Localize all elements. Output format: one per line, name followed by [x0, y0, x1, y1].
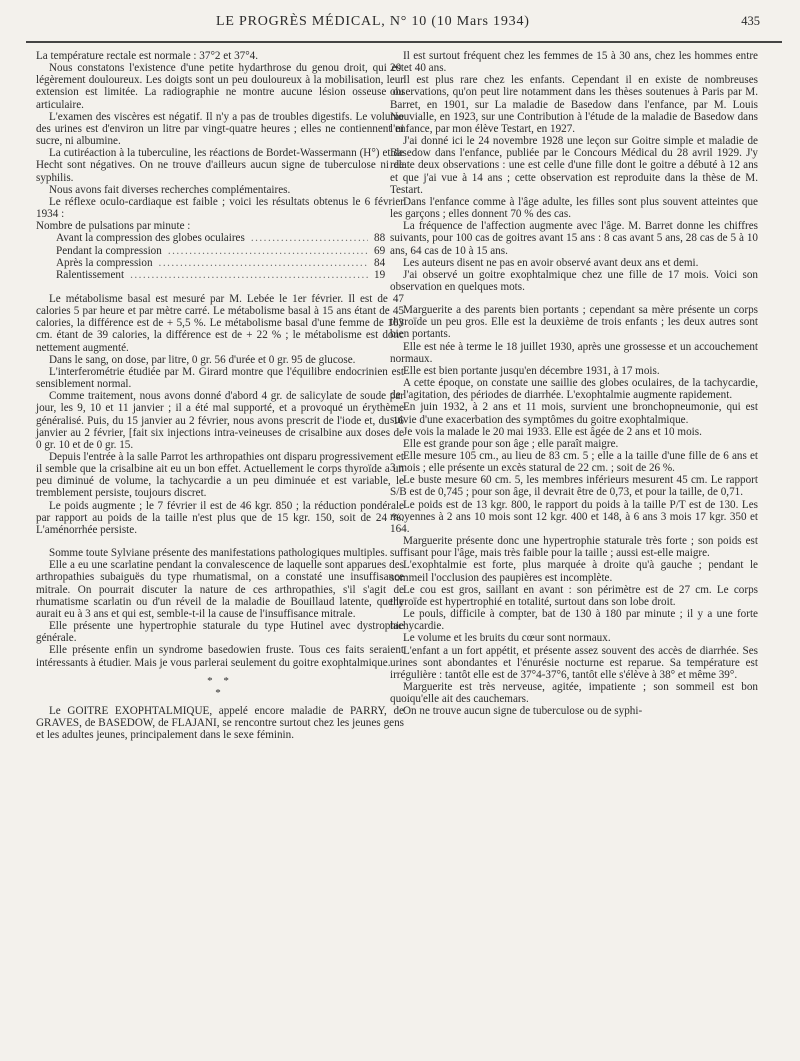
pulse-value: 69: [374, 244, 386, 257]
header-rule: [26, 41, 782, 43]
paragraph: A cette époque, on constate une saillie des globes oculaires, de la tachycardie, de l'agitation, des périodes de diarrhée. L'exophtalmie augmente rapidement.: [390, 377, 758, 402]
paragraph: Le volume et les bruits du cœur sont normaux.: [403, 632, 611, 645]
paragraph: Marguerite a des parents bien portants ; cependant sa mère présente un corps thyroïde un peu gros. Elle est la deuxième de trois enfants ; les deux autres sont bien portants.: [390, 304, 758, 341]
paragraph: Je vois la malade le 20 mai 1933. Elle est âgée de 2 ans et 10 mois.: [403, 425, 702, 438]
pulse-row: [36, 232, 404, 244]
leader-dots: [130, 269, 368, 281]
pulse-value: 84: [374, 256, 386, 269]
paragraph: J'ai observé un goitre exophtalmique chez une fille de 17 mois. Voici son observation en quelques mots.: [390, 268, 758, 293]
paragraph: L'examen des viscères est négatif. Il n'y a pas de troubles digestifs. Le volume des urines est d'environ un litre par vingt-quatre heures ; elles ne contiennent ni sucre, ni albumine.: [36, 110, 404, 148]
paragraph: Le métabolisme basal est mesuré par M. Lebée le 1er février. Il est de 47 calories 5 par heure et par mètre carré. Le métabolisme basal à 15 ans étant de 45 calories, la différence est de + 5,5 %. Le métabolisme basal d'une femme de 163 cm. étant de 39 calories, la différence est de + 22 % ; le métabolisme est donc nettement augmenté.: [36, 292, 404, 354]
paragraph: J'ai donné ici le 24 novembre 1928 une leçon sur Goitre simple et maladie de Basedow dans l'enfance, publiée par le Concours Médical du 28 avril 1929. J'y relate deux observations : une est celle d'une fille dont le goitre a débuté à 12 ans et que j'ai vue à 14 ans ; cette observation est reproduite dans la thèse de M. Testart.: [390, 135, 758, 196]
pulse-label: Avant la compression des globes oculaires: [56, 232, 245, 245]
paragraph: La fréquence de l'affection augmente avec l'âge. M. Barret donne les chiffres suivants, pour 100 cas de goitres avant 15 ans : 8 cas avant 5 ans, 28 cas de 5 à 10 ans, 64 cas de 10 à 15 ans.: [390, 220, 758, 257]
paragraph: La cutiréaction à la tuberculine, les réactions de Bordet-Wassermann (H°) et de Hecht sont négatives. On ne trouve d'ailleurs aucun signe de tuberculose ni de syphilis.: [36, 147, 404, 184]
paragraph: Somme toute Sylviane présente des manifestations pathologiques multiples.: [49, 547, 388, 560]
paragraph: Dans le sang, on dose, par litre, 0 gr. 56 d'urée et 0 gr. 95 de glucose.: [49, 353, 356, 366]
paragraph: Il est plus rare chez les enfants. Cependant il en existe de nombreuses observations, qu'on peut lire notamment dans les thèses soutenues à Paris par M. Barret, en 1901, sur La maladie de Basedow dans l'enfance, par M. Louis Nouvialle, en 1923, sur une Contribution à l'étude de la maladie de Basedow dans l'enfance, par mon élève Testart, en 1927.: [390, 74, 758, 135]
paragraph: Le poids augmente ; le 7 février il est de 46 kgr. 850 ; la réduction pondérale par rapport au poids de la taille n'est plus que de 15 kgr. 150, soit de 24 %. L'aménorrhée persiste.: [36, 499, 404, 536]
paragraph: Elle a eu une scarlatine pendant la convalescence de laquelle sont apparues des arthropathies subaiguës du type rhumatismal, on a constaté une insuffisance mitrale. On pourrait discuter la nature de ces arthropathies, s'il s'agit de rhumatisme scarlatin ou d'un réveil de la maladie de Bouillaud latente, quelle aurait eu à 3 ans et qui est, semble-t-il la cause de l'insuffisance mitrale.: [36, 559, 404, 620]
running-head: [26, 14, 760, 38]
paragraph: Nous constatons l'existence d'une petite hydarthrose du genou droit, qui est légèrement douloureux. Les doigts sont un peu douloureux à la mobilisation, leur extension est limitée. La radiographie ne montre aucune lésion osseuse ou articulaire.: [36, 62, 404, 111]
paragraph: Elle est grande pour son âge ; elle paraît maigre.: [403, 437, 619, 450]
pulse-value: 19: [374, 268, 386, 281]
paragraph: En juin 1932, à 2 ans et 11 mois, survient une bronchopneumonie, qui est suivie d'une exacerbation des symptômes du goitre exophtalmique.: [390, 401, 758, 426]
pulse-table: [36, 232, 404, 281]
paragraph: Marguerite présente donc une hypertrophie staturale très forte ; son poids est suffisant pour l'âge, mais très faible pour la taille ; aussi est-elle maigre.: [390, 535, 758, 560]
pulse-label: Ralentissement: [56, 268, 125, 281]
paragraph: Marguerite est très nerveuse, agitée, impatiente ; son sommeil est bon quoiqu'elle ait des cauchemars.: [390, 680, 758, 706]
journal-title: LE PROGRÈS MÉDICAL, N° 10 (10 Mars 1934): [216, 14, 530, 29]
pulse-row: [36, 269, 404, 281]
paragraph: Il est surtout fréquent chez les femmes de 15 à 30 ans, chez les hommes entre 20 et 40 ans.: [390, 50, 758, 75]
paragraph: Elle présente enfin un syndrome basedowien fruste. Tous ces faits seraient intéressants à étudier. Mais je vous parlerai seulement du goitre exophtalmique.: [36, 644, 404, 669]
paragraph: Le buste mesure 60 cm. 5, les membres inférieurs mesurent 45 cm. Le rapport S/B est de 0,745 ; pour son âge, il devrait être de 0,73, et pour la taille, de 0,71.: [390, 474, 758, 499]
page-number: 435: [741, 14, 760, 28]
paragraph: Comme traitement, nous avons donné d'abord 4 gr. de salicylate de soude par jour, les 9, 10 et 11 janvier ; il a été mal supporté, et a provoqué un érythème généralisé. Puis, du 15 janvier au 2 février, nous avons prescrit de l'iode et, du 16 janvier au 2 février, [fait six injections intra-veineuses de crisalbine aux doses de 0 gr. 10 et de 0 gr. 15.: [36, 390, 404, 451]
paragraph: On ne trouve aucun signe de tuberculose ou de syphi-: [403, 705, 643, 718]
paragraph: Nous avons fait diverses recherches complémentaires.: [49, 183, 291, 196]
section-asterism: * * *: [207, 674, 233, 699]
left-column: [36, 50, 404, 741]
right-column: [390, 50, 758, 717]
paragraph: Le GOITRE EXOPHTALMIQUE, appelé encore maladie de PARRY, de GRAVES, de BASEDOW, de FLAJANI, se rencontre surtout chez les jeunes gens et les adultes jeunes, principalement dans le sexe féminin.: [36, 704, 404, 742]
paragraph: Dans l'enfance comme à l'âge adulte, les filles sont plus souvent atteintes que les garçons ; elles donnent 70 % des cas.: [390, 195, 758, 221]
paragraph: Depuis l'entrée à la salle Parrot les arthropathies ont disparu progressivement et il semble que la crisalbine ait eu un bon effet. Actuellement le corps thyroïde a un peu diminué de volume, la tachycardie a un peu diminuée et est variable, le tremblement persiste, toujours discret.: [36, 451, 404, 500]
leader-dots: [168, 245, 368, 257]
paragraph: Elle mesure 105 cm., au lieu de 83 cm. 5 ; elle a la taille d'une fille de 6 ans et 3 mois ; elle présente un excès statural de 22 cm. ; soit de 26 %.: [390, 450, 758, 475]
pulse-row: [36, 245, 404, 257]
paragraph: Elle présente une hypertrophie staturale du type Hutinel avec dystrophie générale.: [36, 620, 404, 645]
leader-dots: [251, 232, 368, 244]
paragraph: Elle est bien portante jusqu'en décembre 1931, à 17 mois.: [403, 364, 660, 377]
pulse-row: [36, 257, 404, 269]
pulse-label: Après la compression: [56, 256, 153, 269]
paragraph: L'enfant a un fort appétit, et présente assez souvent des accès de diarrhée. Ses urines sont abondantes et l'énurésie nocturne est reparue. Sa température est irrégulière : tantôt elle est de 37°4-37°6, tantôt elle s'élève à 38° et même 39°.: [390, 644, 758, 681]
paragraph: La température rectale est normale : 37°2 et 37°4.: [36, 50, 259, 62]
paragraph: Les auteurs disent ne pas en avoir observé avant deux ans et demi.: [403, 256, 699, 269]
paragraph: L'interferométrie étudiée par M. Girard montre que l'équilibre endocrinien est sensiblement normal.: [36, 365, 404, 391]
paragraph: L'exophtalmie est forte, plus marquée à droite qu'à gauche ; pendant le sommeil l'occlusion des paupières est incomplète.: [390, 559, 758, 584]
paragraph: Le réflexe oculo-cardiaque est faible ; voici les résultats obtenus le 6 février 1934 :: [36, 195, 404, 221]
paragraph: Le cou est gros, saillant en avant : son périmètre est de 27 cm. Le corps thyroïde est hypertrophié en totalité, surtout dans son lobe droit.: [390, 583, 758, 608]
pulse-value: 88: [374, 232, 386, 245]
paragraph: Le pouls, difficile à compter, bat de 130 à 180 par minute ; il y a une forte tachycardie.: [390, 608, 758, 633]
leader-dots: [159, 257, 368, 269]
paragraph: Le poids est de 13 kgr. 800, le rapport du poids à la taille P/T est de 130. Les moyennes à 2 ans 10 mois sont 12 kgr. 400 et 148, à 6 ans 3 mois 17 kgr. 350 et 164.: [390, 498, 758, 535]
pulse-table-title: Nombre de pulsations par minute :: [36, 220, 191, 233]
pulse-label: Pendant la compression: [56, 244, 162, 257]
paragraph: Elle est née à terme le 18 juillet 1930, après une grossesse et un accouchement normaux.: [390, 340, 758, 365]
